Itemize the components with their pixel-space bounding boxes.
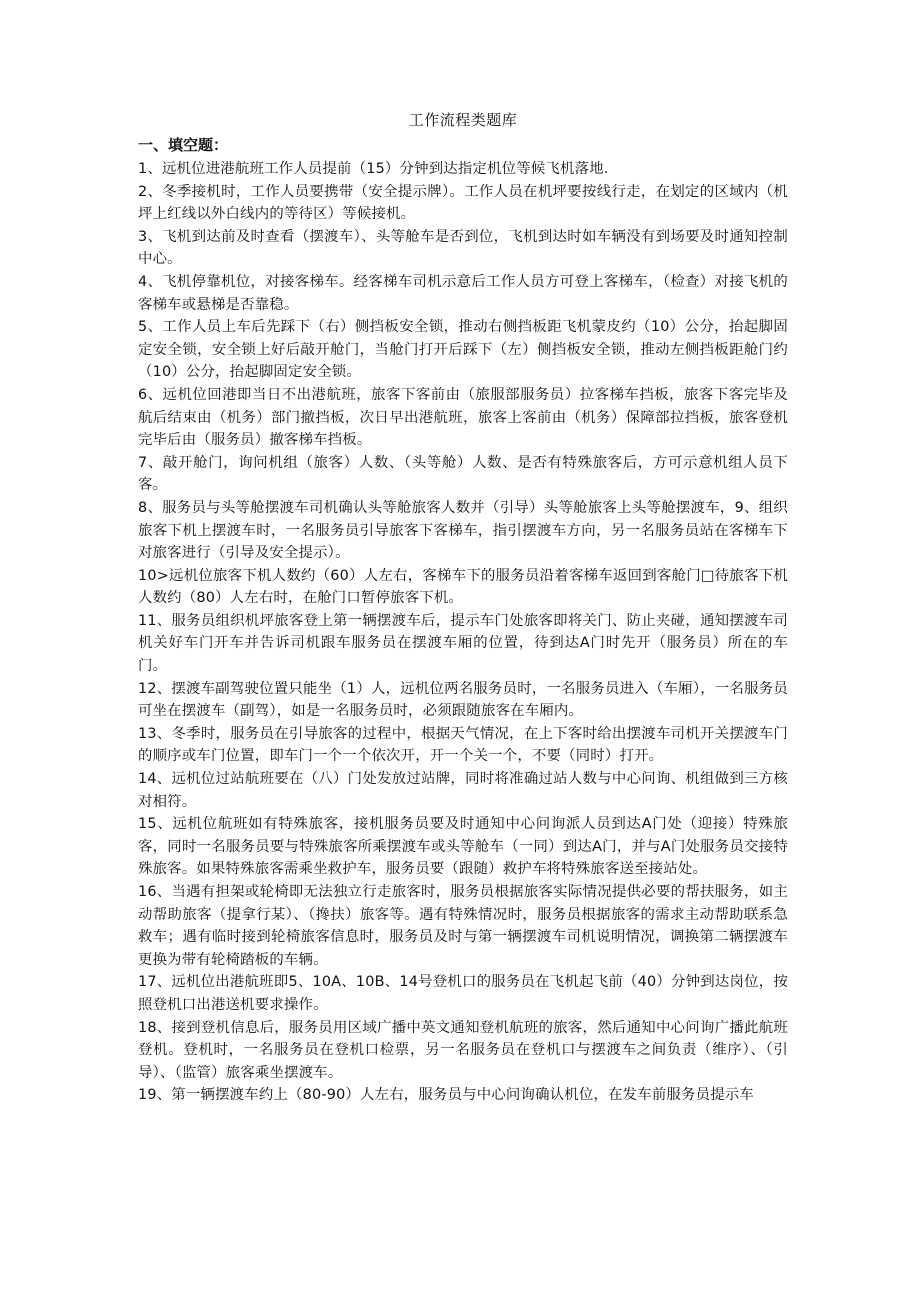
question-item: 6、远机位回港即当日不出港航班，旅客下客前由（旅服部服务员）拉客梯车挡板，旅客下客完毕及航后结束由（机务）部门撤挡板，次日早出港航班，旅客上客前由（机务）保障部拉挡板，旅客登机完毕后由（服务员）撤客梯车挡板。: [138, 386, 788, 449]
question-item: 10>远机位旅客下机人数约（60）人左右，客梯车下的服务员沿着客梯车返回到客舱门□待旅客下机人数约（80）人左右时，在舱门口暂停旅客下机。: [138, 567, 788, 607]
question-item: 4、飞机停靠机位，对接客梯车。经客梯车司机示意后工作人员方可登上客梯车，（检查）对接飞机的客梯车或悬梯是否靠稳。: [138, 273, 788, 313]
question-item: 5、工作人员上车后先踩下（右）侧挡板安全锁，推动右侧挡板距飞机蒙皮约（10）公分，抬起脚固定安全锁，安全锁上好后敲开舱门，当舱门打开后踩下（左）侧挡板安全锁，推动左侧挡板距舱门约（10）公分，抬起脚固定安全锁。: [138, 319, 788, 381]
question-item: 2、冬季接机时，工作人员要携带（安全提示牌）。工作人员在机坪要按线行走，在划定的区域内（机坪上红线以外白线内的等待区）等候接机。: [138, 183, 788, 223]
question-item: 12、摆渡车副驾驶位置只能坐（1）人，远机位两名服务员时，一名服务员进入（车厢），一名服务员可坐在摆渡车（副驾），如是一名服务员时，必须跟随旅客在车厢内。: [138, 680, 788, 720]
question-item: 16、当遇有担架或轮椅即无法独立行走旅客时，服务员根据旅客实际情况提供必要的帮扶服务，如主动帮助旅客（提拿行某）、（搀扶）旅客等。遇有特殊情况时，服务员根据旅客的需求主动帮助联系急救车；遇有临时接到轮椅旅客信息时，服务员及时与第一辆摆渡车司机说明情况，调换第二辆摆渡车更换为带有轮椅踏板的车辆。: [138, 884, 788, 968]
section-heading-fill-in-blank: 一、填空题：: [138, 136, 229, 154]
question-item: 3、飞机到达前及时查看（摆渡车）、头等舱车是否到位，飞机到达时如车辆没有到场要及时通知控制中心。: [138, 228, 788, 268]
question-item: 14、远机位过站航班要在（八）门处发放过站牌，同时将准确过站人数与中心问询、机组做到三方核对相符。: [138, 771, 788, 810]
question-item: 17、远机位出港航班即5、10A、10B、14号登机口的服务员在飞机起飞前（40）分钟到达岗位，按照登机口出港送机要求操作。: [138, 974, 788, 1013]
question-item: 8、服务员与头等舱摆渡车司机确认头等舱旅客人数并（引导）头等舱旅客上头等舱摆渡车，9、组织旅客下机上摆渡车时，一名服务员引导旅客下客梯车，指引摆渡车方向，另一名服务员站在客梯车下对旅客进行（引导及安全提示）。: [138, 499, 788, 562]
document-title: 工作流程类题库: [408, 111, 518, 129]
question-item: 11、服务员组织机坪旅客登上第一辆摆渡车后，提示车门处旅客即将关门、防止夹碰，通知摆渡车司机关好车门开车并告诉司机跟车服务员在摆渡车厢的位置，待到达A门时先开（服务员）所在的车门。: [138, 612, 788, 675]
document-page: [138, 110, 788, 1107]
question-item: 7、敲开舱门，询问机组（旅客）人数、（头等舱）人数、是否有特殊旅客后，方可示意机组人员下客。: [138, 454, 788, 494]
question-list: [138, 158, 788, 1107]
question-item: 13、冬季时，服务员在引导旅客的过程中，根据天气情况，在上下客时给出摆渡车司机开关摆渡车门的顺序或车门位置，即车门一个一个依次开，开一个关一个，不要（同时）打开。: [138, 725, 788, 765]
question-item: 18、接到登机信息后，服务员用区域广播中英文通知登机航班的旅客，然后通知中心问询广播此航班登机。登机时，一名服务员在登机口检票，另一名服务员在登机口与摆渡车之间负责（维序）、（引导）、（监管）旅客乘坐摆渡车。: [138, 1019, 788, 1081]
question-item: 15、远机位航班如有特殊旅客，接机服务员要及时通知中心问询派人员到达A门处（迎接）特殊旅客，同时一名服务员要与特殊旅客所乘摆渡车或头等舱车（一同）到达A门，并与A门处服务员交接特殊旅客。如果特殊旅客需乘坐救护车，服务员要（跟随）救护车将特殊旅客送至接站处。: [138, 816, 788, 878]
question-item: 1、远机位进港航班工作人员提前（15）分钟到达指定机位等候飞机落地.: [138, 161, 609, 177]
question-item: 19、第一辆摆渡车约上（80-90）人左右，服务员与中心问询确认机位，在发车前服务员提示车: [138, 1087, 754, 1104]
